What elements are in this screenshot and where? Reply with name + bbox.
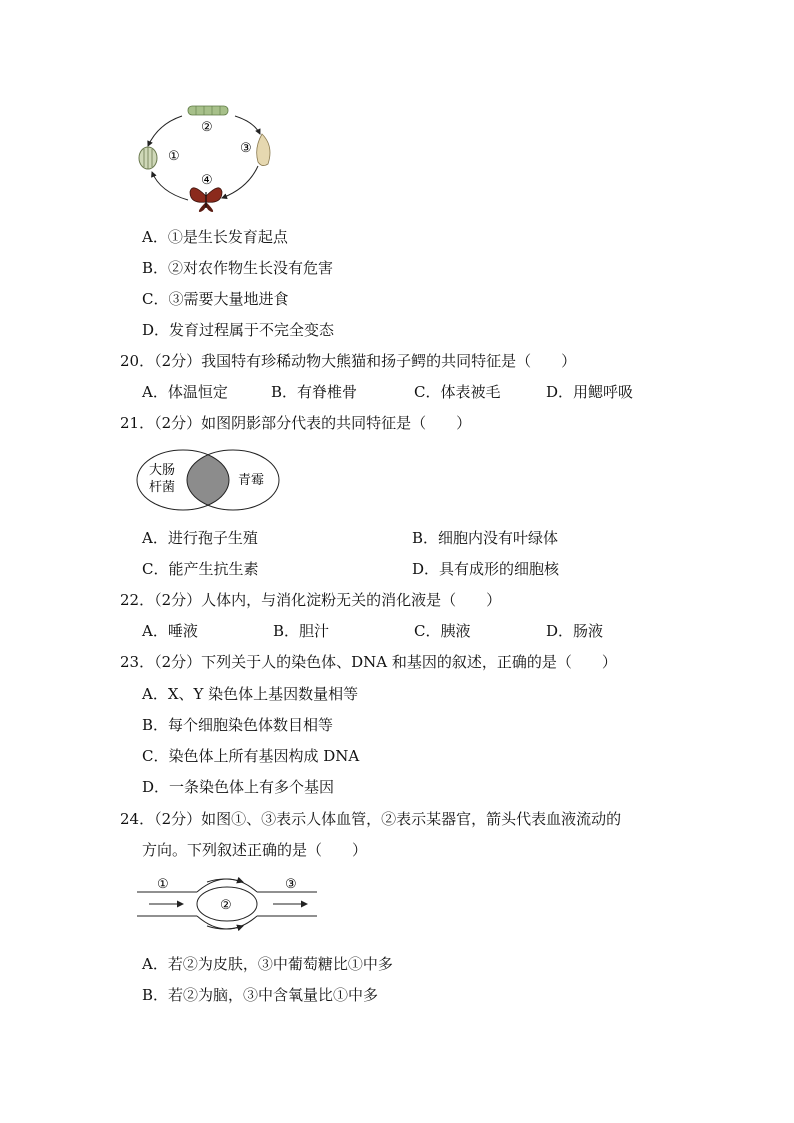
q19-option-a: A．①是生长发育起点 <box>142 228 288 246</box>
q24-stem-line-1: 24．（2分）如图①、③表示人体血管，②表示某器官，箭头代表血液流动的 <box>120 810 622 828</box>
arrow-egg-to-larva <box>148 116 182 146</box>
q20-option-d: D．用鳃呼吸 <box>546 383 634 401</box>
pupa-icon <box>257 134 270 166</box>
fig19-label-2: ② <box>201 120 213 135</box>
q22-option-b: B．胆汁 <box>273 622 330 640</box>
q23-option-d: D．一条染色体上有多个基因 <box>142 778 335 796</box>
q22-option-a: A．唾液 <box>142 622 198 640</box>
arrow-pupa-to-adult <box>222 166 258 198</box>
q21-option-a: A．进行孢子生殖 <box>142 529 258 547</box>
q21-option-c: C．能产生抗生素 <box>142 560 259 578</box>
fig19-label-4: ④ <box>201 173 213 188</box>
venn-left-label-1: 大肠 <box>149 463 176 478</box>
q19-option-b: B．②对农作物生长没有危害 <box>142 259 334 277</box>
arrow-adult-to-egg <box>152 172 188 200</box>
q19-option-c: C．③需要大量地进食 <box>142 290 289 308</box>
venn-right-label: 青霉 <box>238 473 265 488</box>
fig19-label-1: ① <box>168 149 180 164</box>
venn-left-label-2: 杆菌 <box>149 480 176 495</box>
q23-stem: 23．（2分）下列关于人的染色体、DNA 和基因的叙述，正确的是（ ） <box>120 653 617 671</box>
q23-option-c: C．染色体上所有基因构成 DNA <box>142 747 360 765</box>
fig24-label-2: ② <box>220 898 232 913</box>
butterfly-icon <box>190 188 222 212</box>
q23-option-b: B．每个细胞染色体数目相等 <box>142 716 334 734</box>
q20-option-c: C．体表被毛 <box>414 383 501 401</box>
q24-option-b: B．若②为脑，③中含氧量比①中多 <box>142 986 379 1004</box>
q24-stem-line-2: 方向。下列叙述正确的是（ ） <box>142 841 368 859</box>
q20-stem: 20．（2分）我国特有珍稀动物大熊猫和扬子鳄的共同特征是（ ） <box>120 352 577 370</box>
q21-option-d: D．具有成形的细胞核 <box>412 560 560 578</box>
q19-option-d: D．发育过程属于不完全变态 <box>142 321 335 339</box>
q20-option-a: A．体温恒定 <box>142 383 228 401</box>
q20-option-b: B．有脊椎骨 <box>271 383 358 401</box>
fig19-label-3: ③ <box>240 141 252 156</box>
fig24-label-1: ① <box>157 877 169 892</box>
q21-option-b: B．细胞内没有叶绿体 <box>412 529 559 547</box>
blood-flow-figure <box>135 870 320 942</box>
q21-stem: 21．（2分）如图阴影部分代表的共同特征是（ ） <box>120 414 472 432</box>
venn-diagram <box>135 448 285 514</box>
q23-option-a: A．X、Y 染色体上基因数量相等 <box>142 685 359 703</box>
fig24-label-3: ③ <box>285 877 297 892</box>
larva-icon <box>188 106 228 115</box>
q22-option-d: D．肠液 <box>546 622 604 640</box>
q24-option-a: A．若②为皮肤，③中葡萄糖比①中多 <box>142 955 393 973</box>
arrow-larva-to-pupa <box>235 116 260 134</box>
q22-stem: 22．（2分）人体内，与消化淀粉无关的消化液是（ ） <box>120 591 502 609</box>
q22-option-c: C．胰液 <box>414 622 471 640</box>
egg-icon <box>139 147 157 169</box>
life-cycle-figure <box>130 100 280 215</box>
